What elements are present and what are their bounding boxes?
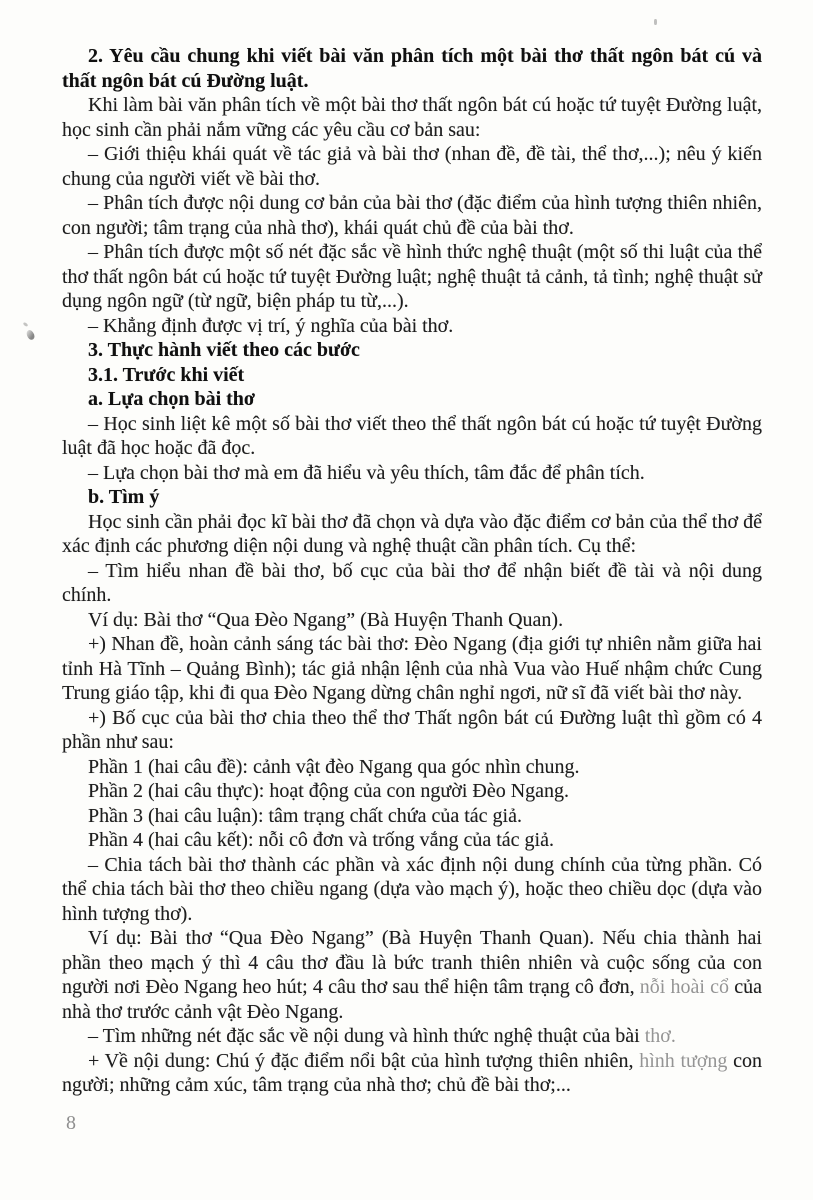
- text-run: 3. Thực hành viết theo các bước: [88, 339, 360, 361]
- section-heading: [62, 363, 762, 388]
- body-paragraph: [62, 191, 762, 240]
- faded-text-run: nỗi hoài cổ: [639, 976, 730, 998]
- text-run: – Chia tách bài thơ thành các phần và xác định nội dung chính của từng phần. Có thể chia tách bài thơ theo chiều ngang (dựa vào mạch ý), hoặc theo chiều dọc (dựa vào hình tượng thơ).: [62, 853, 762, 925]
- text-run: – Khẳng định được vị trí, ý nghĩa của bài thơ.: [88, 314, 454, 337]
- text-run: b. Tìm ý: [88, 486, 160, 508]
- section-heading: [62, 44, 762, 93]
- text-run: + Về nội dung: Chú ý đặc điểm nổi bật của hình tượng thiên nhiên,: [88, 1049, 640, 1072]
- text-run: con người; những cảm xúc, tâm trạng của nhà thơ; chủ đề bài thơ;...: [62, 1049, 762, 1096]
- text-run: Khi làm bài văn phân tích về một bài thơ thất ngôn bát cú hoặc tứ tuyệt Đường luật, học sinh cần phải nắm vững các yêu cầu cơ bản sau:: [62, 94, 762, 141]
- page-number: 8: [66, 1112, 76, 1134]
- body-paragraph: [62, 314, 762, 339]
- text-run: – Phân tích được một số nét đặc sắc về hình thức nghệ thuật (một số thi luật của thể thơ thất ngôn bát cú hoặc tứ tuyệt Đường luật; nghệ thuật tả cảnh, tả tình; nghệ thuật sử dụng ngôn ngữ (từ ngữ, biện pháp tu từ,...).: [62, 241, 762, 312]
- scan-artifact-dot: [654, 19, 657, 25]
- text-run: +) Bố cục của bài thơ chia theo thể thơ Thất ngôn bát cú Đường luật thì gồm có 4 phần như sau:: [62, 706, 762, 753]
- body-paragraph: [62, 240, 762, 314]
- faded-text-run: hình tượng: [639, 1049, 728, 1072]
- text-run: – Tìm những nét đặc sắc về nội dung và hình thức nghệ thuật của bài: [88, 1025, 645, 1047]
- text-block: [62, 44, 762, 1098]
- text-run: – Giới thiệu khái quát về tác giả và bài thơ (nhan đề, đề tài, thể thơ,...); nêu ý kiến chung của người viết về bài thơ.: [62, 143, 762, 190]
- text-run: Ví dụ: Bài thơ “Qua Đèo Ngang” (Bà Huyện Thanh Quan).: [88, 608, 564, 631]
- body-paragraph: [62, 779, 762, 804]
- text-run: 2. Yêu cầu chung khi viết bài văn phân tích một bài thơ thất ngôn bát cú và thất ngôn bát cú Đường luật.: [62, 45, 762, 92]
- body-paragraph: [62, 926, 762, 1024]
- text-run: Học sinh cần phải đọc kĩ bài thơ đã chọn và dựa vào đặc điểm cơ bản của thể thơ để xác định các phương diện nội dung và nghệ thuật cần phân tích. Cụ thể:: [62, 510, 762, 557]
- text-run: – Tìm hiểu nhan đề bài thơ, bố cục của bài thơ để nhận biết đề tài và nội dung chính.: [62, 559, 762, 606]
- text-run: Phần 2 (hai câu thực): hoạt động của con người Đèo Ngang.: [88, 780, 570, 802]
- body-paragraph: [62, 412, 762, 461]
- text-run: a. Lựa chọn bài thơ: [88, 388, 256, 410]
- text-run: Phần 3 (hai câu luận): tâm trạng chất chứa của tác giả.: [88, 804, 522, 827]
- body-paragraph: [62, 461, 762, 486]
- body-paragraph: [62, 632, 762, 706]
- body-paragraph: [62, 706, 762, 755]
- body-paragraph: [62, 559, 762, 608]
- body-paragraph: [62, 1024, 762, 1049]
- body-paragraph: [62, 828, 762, 853]
- body-paragraph: [62, 93, 762, 142]
- body-paragraph: [62, 608, 762, 633]
- text-run: của nhà thơ trước cảnh vật Đèo Ngang.: [62, 976, 762, 1023]
- text-run: Phần 1 (hai câu đề): cảnh vật đèo Ngang qua góc nhìn chung.: [88, 755, 580, 778]
- scan-artifact-speck: [25, 329, 36, 341]
- section-heading: [62, 485, 762, 510]
- body-paragraph: [62, 804, 762, 829]
- text-run: – Phân tích được nội dung cơ bản của bài thơ (đặc điểm của hình tượng thiên nhiên, con người; tâm trạng của nhà thơ), khái quát chủ đề của bài thơ.: [62, 192, 762, 239]
- body-paragraph: [62, 142, 762, 191]
- text-run: Ví dụ: Bài thơ “Qua Đèo Ngang” (Bà Huyện Thanh Quan). Nếu chia thành hai phần theo mạch ý thì 4 câu thơ đầu là bức tranh thiên nhiên và cuộc sống của con người nơi Đèo Ngang heo hút; 4 câu thơ sau thể hiện tâm trạng cô đơn,: [62, 927, 762, 998]
- section-heading: [62, 387, 762, 412]
- body-paragraph: [62, 853, 762, 927]
- body-paragraph: [62, 510, 762, 559]
- faded-text-run: thơ.: [644, 1025, 676, 1047]
- body-paragraph: [62, 1049, 762, 1098]
- text-run: – Học sinh liệt kê một số bài thơ viết theo thể thất ngôn bát cú hoặc tứ tuyệt Đường luật đã học hoặc đã đọc.: [62, 412, 762, 459]
- text-run: +) Nhan đề, hoàn cảnh sáng tác bài thơ: Đèo Ngang (địa giới tự nhiên nằm giữa hai tỉnh Hà Tĩnh – Quảng Bình); tác giả nhận lệnh của nhà Vua vào Huế nhậm chức Cung Trung giáo tập, khi đi qua Đèo Ngang dừng chân nghỉ ngơi, nữ sĩ đã viết bài thơ này.: [62, 633, 762, 704]
- section-heading: [62, 338, 762, 363]
- text-run: 3.1. Trước khi viết: [88, 363, 245, 386]
- text-run: Phần 4 (hai câu kết): nỗi cô đơn và trống vắng của tác giả.: [88, 829, 554, 851]
- body-paragraph: [62, 755, 762, 780]
- text-run: – Lựa chọn bài thơ mà em đã hiểu và yêu thích, tâm đắc để phân tích.: [88, 461, 645, 484]
